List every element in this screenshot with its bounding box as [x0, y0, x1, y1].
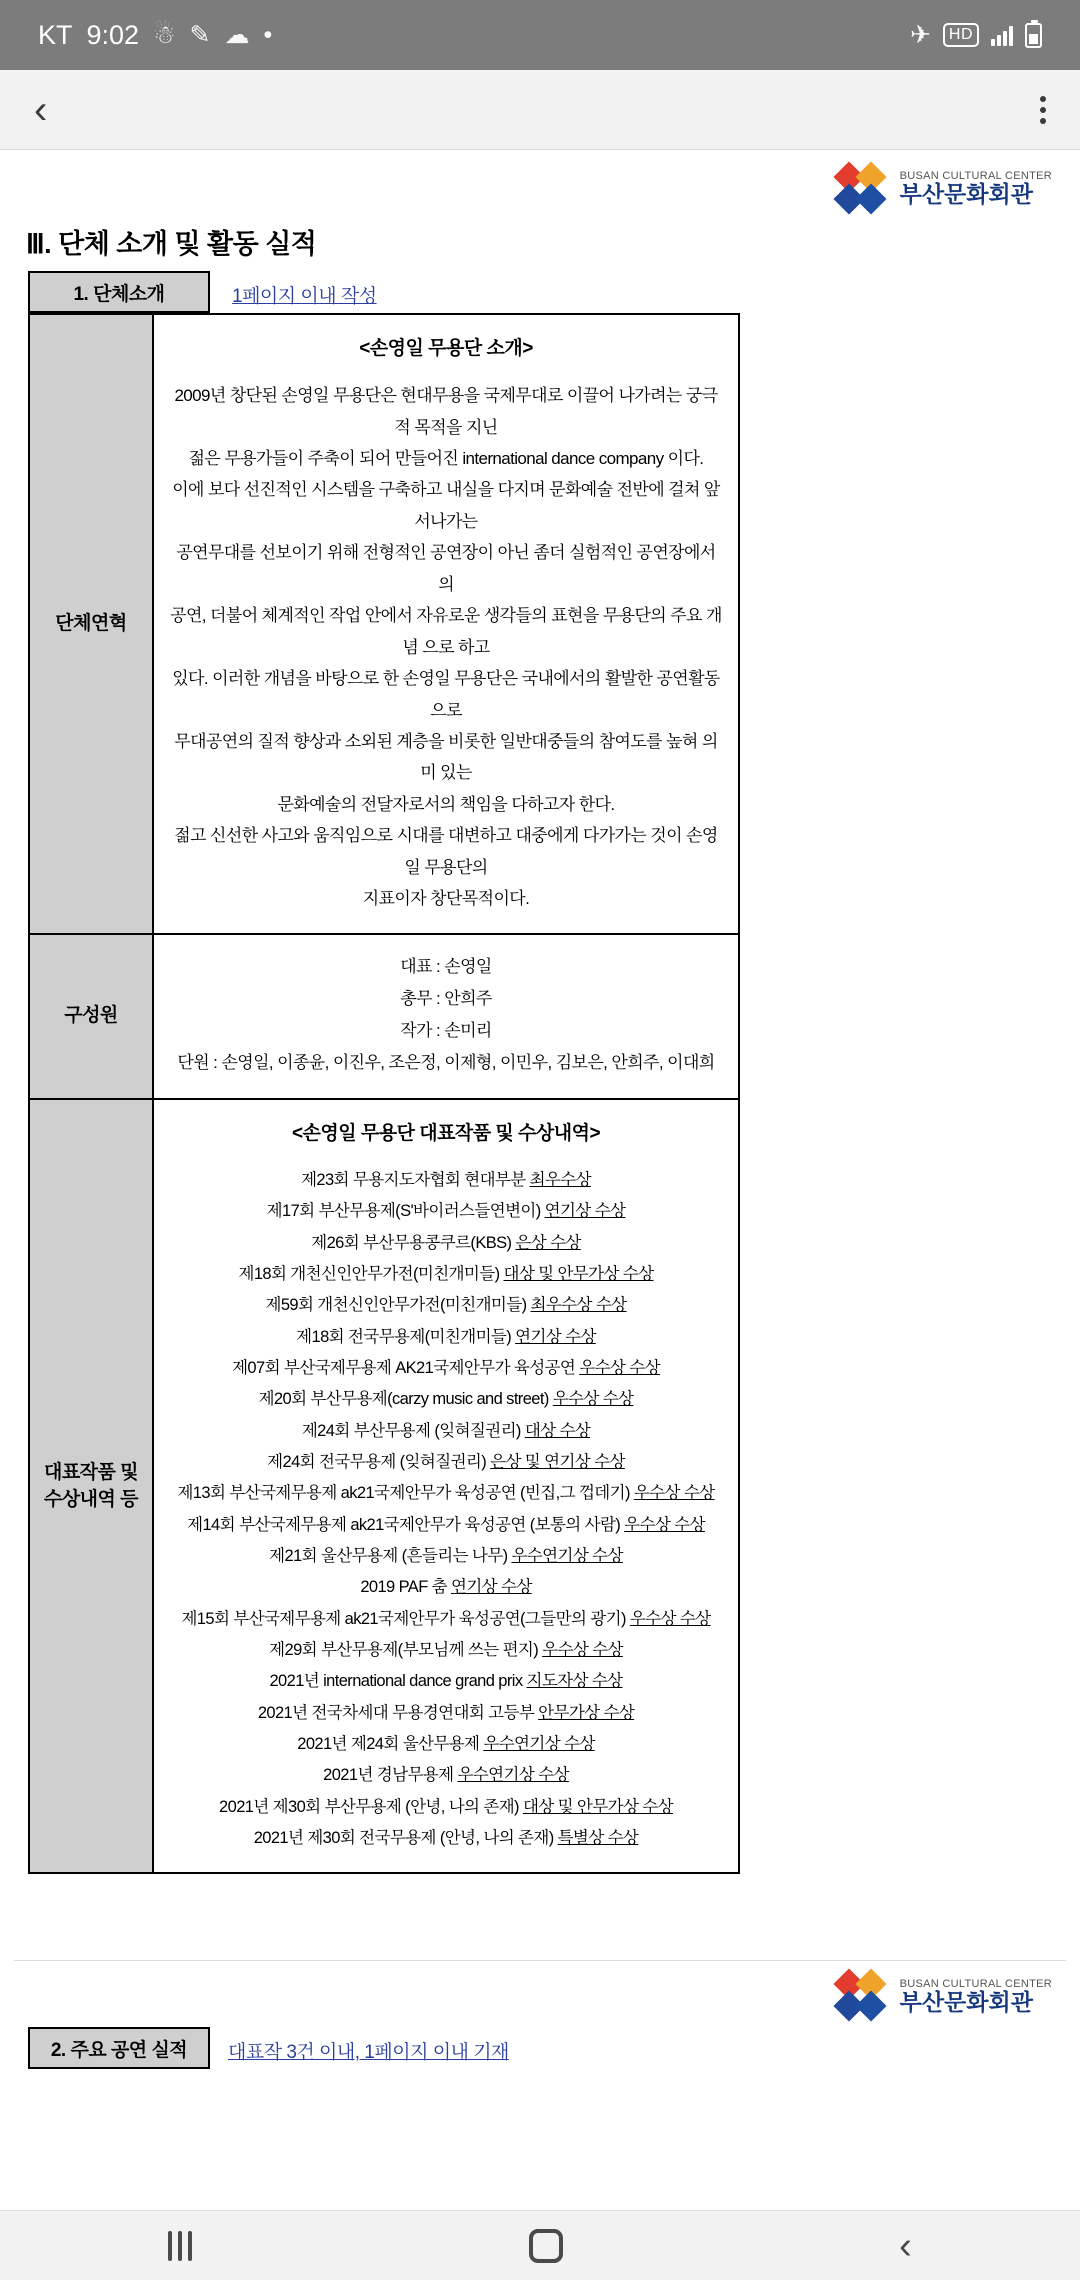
award-prize: 최우수상	[529, 1170, 591, 1189]
award-line	[170, 1823, 722, 1854]
award-prize: 대상 및 안무가상 수상	[503, 1264, 654, 1283]
award-prize: 최우수상 수상	[530, 1296, 627, 1315]
award-line	[170, 1322, 722, 1353]
award-line	[170, 1635, 722, 1666]
award-prize: 은상 수상	[515, 1233, 581, 1252]
back-arrow-icon[interactable]: ‹	[34, 87, 48, 132]
logo-english: BUSAN CULTURAL CENTER	[899, 170, 1052, 183]
award-prize: 우수상 수상	[624, 1515, 705, 1534]
nav-back-icon[interactable]: ‹	[899, 2224, 912, 2267]
award-prize: 은상 및 연기상 수상	[490, 1453, 625, 1471]
award-line	[170, 1165, 722, 1196]
award-prize: 연기상 수상	[544, 1202, 626, 1221]
award-title: 2021년 international dance grand prix	[269, 1672, 527, 1691]
logo-row	[14, 164, 1066, 214]
award-prize: 우수연기상 수상	[511, 1547, 623, 1566]
history-line: 공연, 더불어 체계적인 작업 안에서 자유로운 생각들의 표현을 무용단의 주요 개념 으로 하고	[170, 606, 722, 657]
award-line	[170, 1447, 722, 1478]
member-line: 대표 : 손영일	[400, 956, 492, 976]
history-line: 공연무대를 선보이기 위해 전형적인 공연장이 아닌 좀더 실험적인 공연장에서의	[176, 543, 716, 594]
busan-cultural-center-logo	[830, 164, 1052, 214]
logo-text	[900, 170, 1052, 207]
member-line: 작가 : 손미리	[400, 1021, 492, 1041]
award-prize: 대상 및 안무가상 수상	[522, 1797, 673, 1816]
member-line: 총무 : 안희주	[400, 988, 492, 1008]
award-prize: 우수상 수상	[633, 1484, 715, 1503]
table-row	[29, 1099, 739, 1874]
award-line	[170, 1572, 722, 1603]
award-title: 제17회 부산무용제(S'바이러스들연변이)	[266, 1202, 545, 1221]
cloud-icon: ☁	[224, 20, 250, 49]
award-title: 2021년 제24회 울산무용제	[297, 1735, 484, 1754]
page-title: Ⅲ. 단체 소개 및 활동 실적	[26, 229, 317, 259]
award-title: 제07회 부산국제무용제 AK21국제안무가 육성공연	[232, 1358, 580, 1377]
overflow-menu-icon[interactable]	[1040, 96, 1046, 124]
history-line: 2009년 창단된 손영일 무용단은 현대무용을 국제무대로 이끌어 나가려는 궁극적 목적을 지닌	[174, 386, 718, 437]
award-line	[170, 1604, 722, 1635]
wifi-icon: ✈	[909, 20, 931, 49]
document-page-1	[0, 150, 1080, 2069]
award-title: 제13회 부산국제무용제 ak21국제안무가 육성공연 (빈집,그 껍데기)	[177, 1484, 634, 1503]
award-prize: 우수상 수상	[579, 1358, 660, 1377]
next-section-note: 대표작 3건 이내, 1페이지 이내 기재	[228, 2042, 509, 2064]
section-header	[28, 271, 1066, 313]
award-title: 제24회 전국무용제 (잊혀질권리)	[267, 1453, 491, 1471]
award-line	[170, 1196, 722, 1227]
logo-korean-2: 부산문화회관	[899, 1988, 1033, 2015]
award-line	[170, 1353, 722, 1384]
award-title: 2021년 전국차세대 무용경연대회 고등부	[257, 1703, 539, 1722]
pen-icon: ✎	[189, 20, 211, 49]
row-body-history	[153, 314, 739, 934]
award-prize: 안무가상 수상	[538, 1703, 635, 1722]
award-title: 제21회 울산무용제 (흔들리는 나무)	[269, 1547, 512, 1566]
award-title: 제20회 부산무용제(carzy music and street)	[258, 1390, 553, 1409]
row-label-members: 구성원	[29, 934, 153, 1099]
member-line: 단원 : 손영일, 이종윤, 이진우, 조은정, 이제형, 이민우, 김보은, 안희주, 이대희	[177, 1053, 715, 1073]
award-title: 2021년 경남무용제	[323, 1766, 458, 1785]
award-line	[170, 1228, 722, 1259]
row-body-members	[153, 934, 739, 1099]
status-bar-left	[38, 20, 272, 51]
organization-info-table	[28, 313, 740, 1874]
logo-diamonds-icon	[830, 164, 892, 214]
history-line: 무대공연의 질적 향상과 소외된 계층을 비롯한 일반대중들의 참여도를 높혀 의미 있는	[174, 731, 718, 783]
award-prize: 연기상 수상	[515, 1327, 596, 1346]
award-prize: 우수연기상 수상	[457, 1766, 569, 1785]
award-title: 제18회 전국무용제(미친개미들)	[296, 1327, 516, 1346]
history-line: 지표이자 창단목적이다.	[362, 889, 530, 909]
award-line	[170, 1541, 722, 1572]
award-title: 2021년 제30회 부산무용제 (안녕, 나의 존재)	[219, 1797, 523, 1816]
document-page-2	[14, 1961, 1066, 2069]
award-line	[170, 1384, 722, 1415]
award-line	[170, 1259, 722, 1290]
awards-heading: <손영일 무용단 대표작품 및 수상내역>	[291, 1122, 601, 1144]
award-line	[170, 1416, 722, 1447]
award-prize: 우수상 수상	[542, 1641, 623, 1660]
section-note: 1페이지 이내 작성	[232, 286, 377, 307]
award-title: 제26회 부산무용콩쿠르(KBS)	[311, 1233, 516, 1252]
home-icon[interactable]	[529, 2229, 563, 2263]
status-bar-right	[909, 20, 1042, 49]
award-title: 제29회 부산무용제(부모님께 쓰는 편지)	[269, 1641, 543, 1660]
hd-icon: HD	[943, 23, 979, 47]
next-section-header	[28, 2027, 1066, 2069]
row-label-awards-line1: 대표작품 및	[43, 1461, 139, 1483]
carrier-label: KT	[38, 19, 73, 50]
award-title: 제24회 부산무용제 (잊혀질권리)	[301, 1421, 525, 1440]
award-line	[170, 1792, 722, 1823]
history-line: 젊고 신선한 사고와 움직임으로 시대를 대변하고 대중에게 다가가는 것이 손영일 무용단의	[174, 826, 718, 877]
snowman-icon: ☃	[153, 20, 176, 49]
award-prize: 지도자상 수상	[526, 1672, 623, 1691]
history-line: 문화예술의 전달자로서의 책임을 다하고자 한다.	[277, 794, 615, 814]
history-line: 있다. 이러한 개념을 바탕으로 한 손영일 무용단은 국내에서의 활발한 공연활동으로	[172, 669, 720, 720]
logo-english-2: BUSAN CULTURAL CENTER	[899, 1977, 1052, 1990]
award-prize: 특별상 수상	[557, 1829, 639, 1848]
history-line: 젊은 무용가들이 주축이 되어 만들어진 international dance company 이다.	[188, 449, 704, 469]
page-gap	[14, 1874, 1066, 1960]
award-title: 2021년 제30회 전국무용제 (안녕, 나의 존재)	[253, 1829, 558, 1848]
status-bar	[0, 0, 1080, 70]
award-line	[170, 1290, 722, 1321]
award-title: 제14회 부산국제무용제 ak21국제안무가 육성공연 (보통의 사람)	[187, 1515, 625, 1534]
awards-list	[170, 1165, 722, 1855]
award-prize: 우수상 수상	[552, 1390, 634, 1409]
award-title: 제23회 무용지도자협회 현대부분	[301, 1170, 530, 1189]
award-title: 제18회 개천신인안무가전(미친개미들)	[238, 1264, 504, 1283]
history-heading: <손영일 무용단 소개>	[359, 338, 533, 359]
award-title: 제15회 부산국제무용제 ak21국제안무가 육성공연(그들만의 광기)	[181, 1609, 630, 1628]
award-line	[170, 1510, 722, 1541]
table-row	[29, 934, 739, 1099]
busan-cultural-center-logo-2	[830, 1971, 1052, 2021]
app-bar	[0, 70, 1080, 150]
logo-text-2	[900, 1978, 1052, 2015]
award-prize: 우수연기상 수상	[483, 1735, 595, 1754]
row-label-history: 단체연혁	[29, 314, 153, 934]
next-section-tab-label: 2. 주요 공연 실적	[28, 2027, 210, 2069]
award-line	[170, 1698, 722, 1729]
award-line	[170, 1478, 722, 1509]
clock-label: 9:02	[86, 19, 140, 50]
logo-diamonds-icon-2	[830, 1971, 892, 2021]
logo-row-2	[14, 1971, 1066, 2021]
award-line	[170, 1729, 722, 1760]
award-prize: 우수상 수상	[629, 1609, 711, 1628]
section-tab-label: 1. 단체소개	[28, 271, 210, 313]
history-line: 이에 보다 선진적인 시스템을 구축하고 내실을 다지며 문화예술 전반에 걸쳐 앞서나가는	[172, 480, 720, 531]
award-prize: 연기상 수상	[450, 1578, 532, 1597]
row-label-awards	[29, 1099, 153, 1874]
recents-icon[interactable]	[168, 2231, 192, 2261]
system-navigation-bar	[0, 2210, 1080, 2280]
battery-icon	[1025, 23, 1042, 48]
table-row	[29, 314, 739, 934]
signal-icon	[991, 24, 1013, 46]
award-line	[170, 1760, 722, 1791]
award-prize: 대상 수상	[524, 1421, 591, 1440]
logo-korean: 부산문화회관	[899, 181, 1033, 208]
row-body-awards	[153, 1099, 739, 1874]
award-line	[170, 1666, 722, 1697]
dot-icon: •	[263, 20, 273, 49]
row-label-awards-line2: 수상내역 등	[43, 1489, 139, 1511]
award-title: 제59회 개천신인안무가전(미친개미들)	[265, 1296, 531, 1315]
award-title: 2019 PAF 춤	[360, 1578, 451, 1597]
document-viewer[interactable]	[0, 150, 1080, 2210]
